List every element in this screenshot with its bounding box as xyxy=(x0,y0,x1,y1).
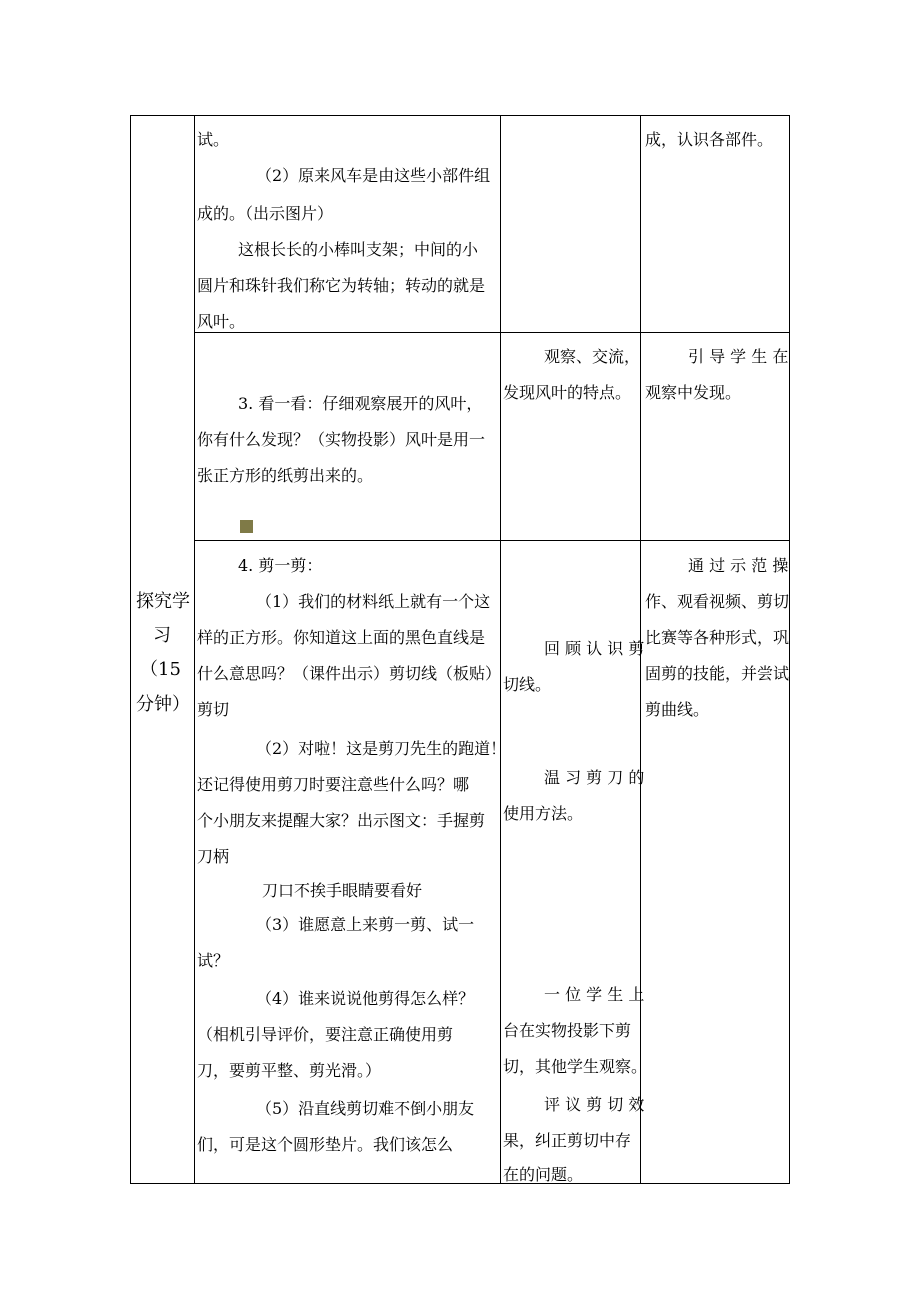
r3c2-line-15: 刀，要剪平整、剪光滑。） xyxy=(197,1061,382,1080)
r2c4-line-2: 观察中发现。 xyxy=(645,383,742,402)
side-label-line-2: 习 xyxy=(153,625,171,646)
r1c2-line-3: 成的。（出示图片） xyxy=(197,204,334,223)
r3c3-line-5: 一 位 学 生 上 xyxy=(544,985,645,1004)
r1c2-line-1: 试。 xyxy=(197,130,230,149)
side-label-line-4: 分钟） xyxy=(136,694,190,715)
r1c2-line-6: 风叶。 xyxy=(197,312,246,331)
placeholder-square-icon xyxy=(240,520,253,533)
r3c2-line-4: 什么意思吗？（课件出示）剪切线（板贴） xyxy=(197,664,502,683)
row-divider-2 xyxy=(194,540,790,541)
r3c3-line-6: 台在实物投影下剪 xyxy=(503,1021,632,1040)
column-divider-1 xyxy=(194,115,195,1184)
table-bottom-border xyxy=(130,1183,790,1184)
r3c4-line-4: 固剪的技能，并尝试 xyxy=(645,664,790,683)
column-divider-2 xyxy=(500,115,501,1184)
r3c2-line-14: （相机引导评价，要注意正确使用剪 xyxy=(197,1025,454,1044)
r3c3-line-10: 在的问题。 xyxy=(503,1165,584,1184)
table-top-border xyxy=(130,115,790,116)
table-left-border xyxy=(130,115,131,1184)
r2c3-line-1: 观察、交流， xyxy=(544,347,641,366)
r3c3-line-9: 果，纠正剪切中存 xyxy=(503,1131,632,1150)
side-label-line-3: （15 xyxy=(140,659,181,680)
r2c4-line-1: 引 导 学 生 在 xyxy=(688,347,789,366)
r3c2-line-11: （3）谁愿意上来剪一剪、试一 xyxy=(256,915,475,934)
r3c2-line-13: （4）谁来说说他剪得怎么样？ xyxy=(256,989,475,1008)
r3c2-line-2: （1）我们的材料纸上就有一个这 xyxy=(256,592,491,611)
r1c2-line-5: 圆片和珠针我们称它为转轴；转动的就是 xyxy=(197,276,486,295)
r3c3-line-4: 使用方法。 xyxy=(503,804,584,823)
r2c2-line-1: 3. 看一看：仔细观察展开的风叶， xyxy=(238,394,483,413)
r3c4-line-2: 作、观看视频、剪切 xyxy=(645,592,790,611)
r3c2-line-17: 们，可是这个圆形垫片。我们该怎么 xyxy=(197,1135,454,1154)
r3c3-line-1: 回 顾 认 识 剪 xyxy=(544,639,645,658)
table-right-border xyxy=(789,115,790,1184)
r3c3-line-2: 切线。 xyxy=(503,675,552,694)
r3c2-line-12: 试？ xyxy=(197,951,230,970)
r3c4-line-1: 通 过 示 范 操 xyxy=(688,556,789,575)
r3c4-line-5: 剪曲线。 xyxy=(645,700,710,719)
r3c3-line-8: 评 议 剪 切 效 xyxy=(544,1095,645,1114)
r3c2-line-7: 还记得使用剪刀时要注意些什么吗？哪 xyxy=(197,775,470,794)
r3c3-line-7: 切，其他学生观察。 xyxy=(503,1057,648,1076)
r3c2-line-5: 剪切 xyxy=(197,700,230,719)
r2c2-line-2: 你有什么发现？（实物投影）风叶是用一 xyxy=(197,430,486,449)
r1c2-line-4: 这根长长的小棒叫支架；中间的小 xyxy=(238,240,479,259)
side-label-line-1: 探究学 xyxy=(136,591,190,612)
row-divider-1 xyxy=(194,332,790,333)
r1c2-line-2: （2）原来风车是由这些小部件组 xyxy=(256,166,491,185)
r3c2-line-1: 4. 剪一剪： xyxy=(238,556,323,575)
r1c4-line-1: 成，认识各部件。 xyxy=(645,130,774,149)
r3c2-line-9: 刀柄 xyxy=(197,847,230,866)
r3c2-line-8: 个小朋友来提醒大家？出示图文：手握剪 xyxy=(197,811,486,830)
r3c2-line-3: 样的正方形。你知道这上面的黑色直线是 xyxy=(197,628,486,647)
r3c2-line-16: （5）沿直线剪切难不倒小朋友 xyxy=(256,1099,475,1118)
r2c3-line-2: 发现风叶的特点。 xyxy=(503,383,632,402)
r3c2-line-10: 刀口不挨手眼睛要看好 xyxy=(262,881,423,900)
r3c4-line-3: 比赛等各种形式，巩 xyxy=(645,628,790,647)
r3c2-line-6: （2）对啦！这是剪刀先生的跑道！ xyxy=(256,739,507,758)
r2c2-line-3: 张正方形的纸剪出来的。 xyxy=(197,466,374,485)
r3c3-line-3: 温 习 剪 刀 的 xyxy=(544,768,645,787)
